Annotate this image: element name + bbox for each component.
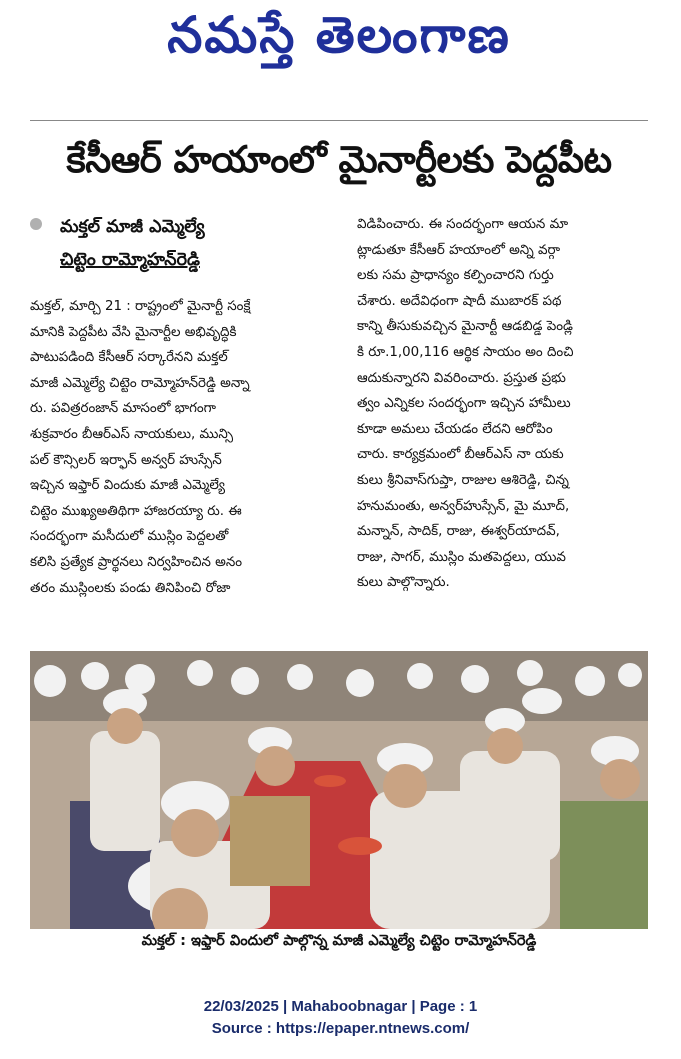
subhead-line-1: మక్తల్ మాజీ ఎమ్మెల్యే <box>60 217 205 237</box>
article-column-left <box>30 294 326 601</box>
text-line: పాటుపడింది కేసీఆర్ సర్కారేనని మక్తల్ <box>30 350 228 366</box>
text-line: ట్లాడుతూ కేసీఆర్ హయాంలో అన్ని వర్గా <box>357 242 561 258</box>
text-line: కులు శ్రీనివాస్‌గుప్తా, రాజుల ఆశిరెడ్డి, చిన్న <box>357 472 569 488</box>
text-line: కూడా అమలు చేయడం లేదని ఆరోపిం <box>357 421 553 437</box>
text-line: చేశారు. అదేవిధంగా షాదీ ముబారక్ పథ <box>357 293 562 309</box>
text-line: మన్నాన్, సాదిక్, రాజు, ఈశ్వర్‌యాదవ్, <box>357 524 560 540</box>
text-line: కి రూ.1,00,116 ఆర్థిక సాయం అం దించి <box>357 344 574 360</box>
photo-illustration <box>30 651 648 929</box>
article-subhead <box>60 211 360 277</box>
text-line: మాజీ ఎమ్మెల్యే చిట్టెం రామ్మోహన్‌రెడ్డి అన్నా <box>30 375 250 391</box>
newspaper-clipping <box>28 6 650 966</box>
footer-date-edition: 22/03/2025 | Mahaboobnagar | Page : 1 <box>203 998 478 1015</box>
text-line: చిట్టెం ముఖ్యఅతిథిగా హాజరయ్యా రు. ఈ <box>30 503 242 519</box>
text-line: విడిపించారు. ఈ సందర్భంగా ఆయన మా <box>357 217 569 232</box>
top-rule <box>30 102 648 121</box>
text-line: లకు సమ ప్రాధాన్యం కల్పించారని గుర్తు <box>357 268 554 284</box>
text-line: రు. పవిత్రరంజాన్ మాసంలో భాగంగా <box>30 401 217 417</box>
text-line: శుక్రవారం బీఆర్‌ఎస్ నాయకులు, మున్సి <box>30 426 234 442</box>
text-line: హనుమంతు, అన్వర్‌హుస్సేన్, మై మూద్, <box>357 498 570 514</box>
text-line: పల్ కౌన్సిలర్ ఇర్ఫాన్ అన్వర్ హుస్సేన్ <box>30 452 222 468</box>
article-column-right <box>357 212 647 596</box>
text-line: మానికి పెద్దపీట వేసి మైనార్టీల అభివృద్ధికి <box>30 324 237 340</box>
text-line: కులు పాల్గొన్నారు. <box>357 575 450 591</box>
text-line: సందర్భంగా మసీదులో ముస్లిం పెద్దలతో <box>30 529 229 545</box>
text-line: తరం ముస్లింలకు పండు తినిపించి రోజా <box>30 580 231 596</box>
text-line: కలిసి ప్రత్యేక ప్రార్థనలు నిర్వహించిన అనం <box>30 554 243 570</box>
subhead-line-2: చిట్టెం రామ్మోహన్‌రెడ్డి <box>60 250 200 270</box>
bullet-icon <box>30 218 42 230</box>
iftar-photo <box>30 651 648 929</box>
headline-text: కేసీఆర్ హయాంలో మైనార్టీలకు పెద్దపీట <box>66 137 612 181</box>
text-line: ఇచ్చిన ఇఫ్తార్ విందుకు మాజీ ఎమ్మెల్యే <box>30 478 225 494</box>
photo-caption: మక్తల్ : ఇఫ్తార్ విందులో పాల్గొన్న మాజీ ఎమ్మెల్యే చిట్టెం రామ్మోహన్‌రెడ్డి <box>141 932 537 949</box>
text-line: కాన్ని తీసుకువచ్చిన మైనార్టీ ఆడబిడ్డ పెండ్లి <box>357 319 573 335</box>
text-line: త్వం ఎన్నికల సందర్భంగా ఇచ్చిన హామీలు <box>357 396 571 412</box>
masthead-title: నమస్తే తెలంగాణ <box>167 5 511 64</box>
text-line: రాజు, సాగర్, ముస్లిం మతపెద్దలు, యువ <box>357 549 566 565</box>
newspaper-masthead <box>28 6 650 76</box>
text-line: ఆదుకున్నారని వివరించారు. ప్రస్తుత ప్రభు <box>357 370 566 386</box>
text-line: చారు. కార్యక్రమంలో బీఆర్‌ఎస్ నా యకు <box>357 447 564 463</box>
article-headline <box>28 126 650 201</box>
text-line: మక్తల్, మార్చి 21 : రాష్ట్రంలో మైనార్టీ సంక్షే <box>30 299 251 314</box>
footer-source: Source : https://epaper.ntnews.com/ <box>211 1020 470 1037</box>
